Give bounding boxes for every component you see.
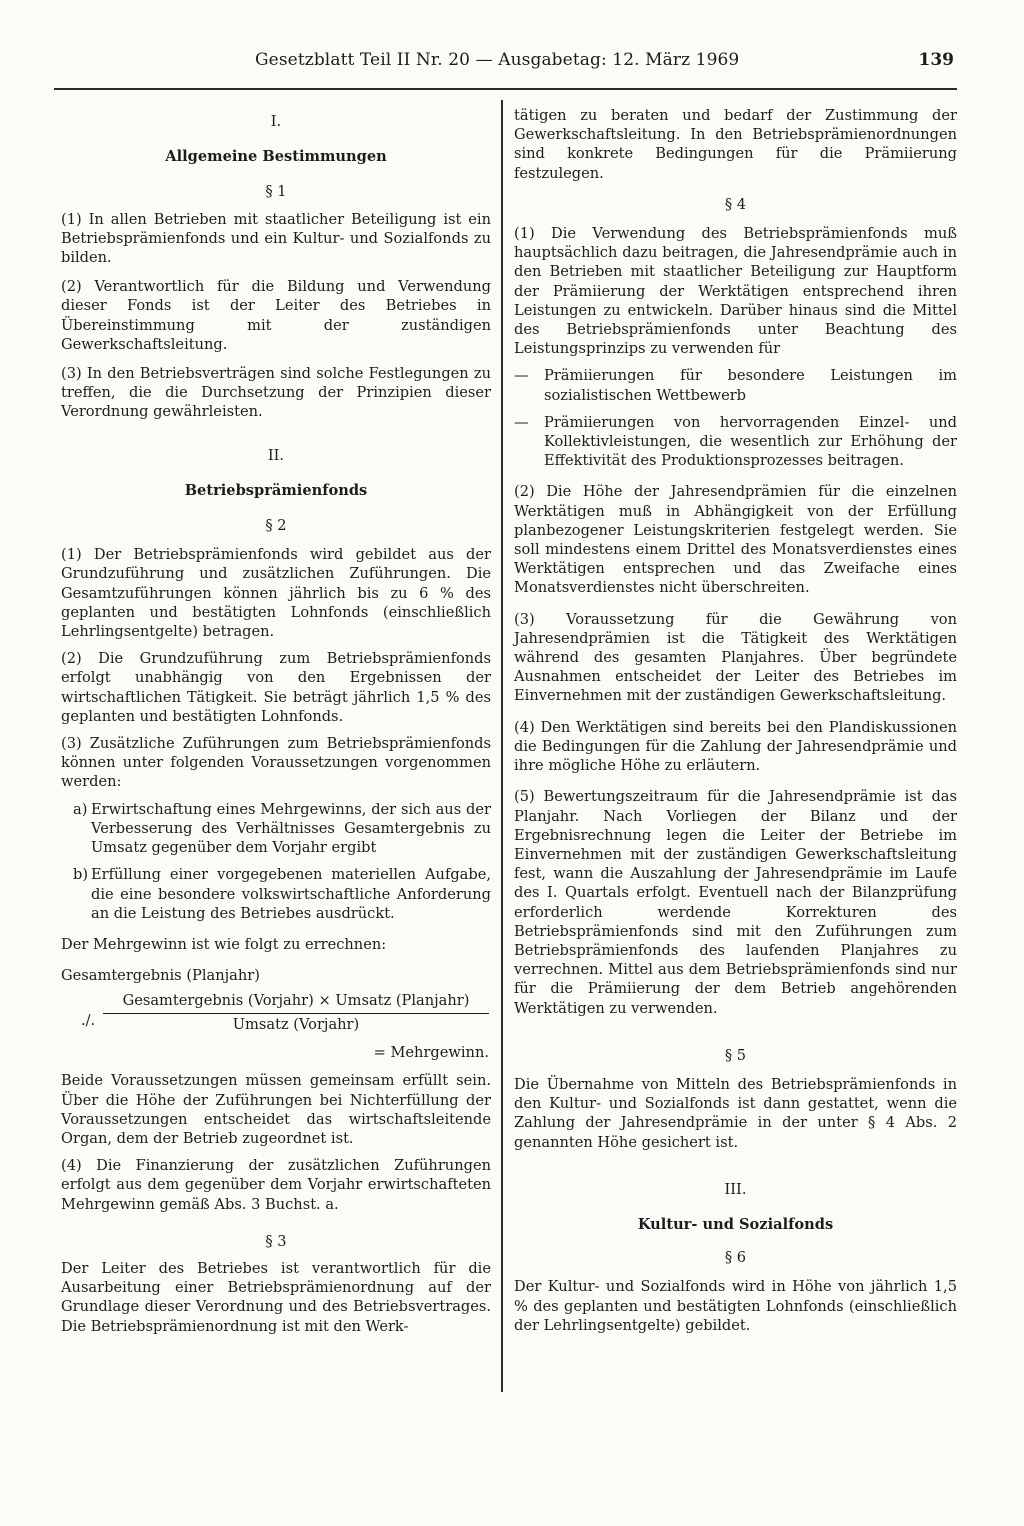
paragraph-5-text: Die Übernahme von Mitteln des Betriebsprämienfonds in den Kultur- und Sozialfonds ist dann gestattet, wenn die Zahlung der Jahresendprämie in der unter § 4 Abs. 2 genannten Höhe gesichert ist. (514, 1075, 957, 1151)
paragraph-1-3: (3) In den Betriebsverträgen sind solche Festlegungen zu treffen, die die Durchsetzung der Prinzipien dieser Verordnung gewährleisten. (61, 365, 491, 421)
list-marker-a: a) (73, 800, 88, 818)
paragraph-heading-4: § 4 (724, 195, 747, 213)
paragraph-heading-6: § 6 (724, 1249, 747, 1267)
formula-first-line: Gesamtergebnis (Planjahr) (61, 967, 260, 985)
dash-item-2 (514, 413, 957, 471)
paragraph-4-2: (2) Die Höhe der Jahresendprämien für die einzelnen Werktätigen muß in Abhängigkeit von der Erfüllung planbezogener Leistungskriterien festgelegt werden. Sie soll mindestens einem Drittel des Monatsverdienstes eines Werktätigen entsprechen und das Zweifache eines Monatsverdienstes nicht überschreiten. (514, 483, 957, 597)
list-text-a: Erwirtschaftung eines Mehrgewinns, der sich aus der Verbesserung des Verhältnisses Gesamtergebnis zu Umsatz gegenüber dem Vorjahr ergibt (91, 800, 491, 857)
paragraph-4-1: (1) Die Verwendung des Betriebsprämienfonds muß hauptsächlich dazu beitragen, die Jahresendprämie auch in den Betrieben mit staatlicher Beteiligung zur Hauptform der Prämiierung der Werktätigen entsprechend ihren Leistungen zu entwickeln. Darüber hinaus sind die Mittel des Betriebsprämienfonds unter Beachtung des Leistungsprinzips zu verwenden für (514, 225, 957, 358)
dash-text-1: Prämiierungen für besondere Leistungen im sozialistischen Wettbewerb (544, 367, 957, 404)
column-divider (501, 100, 503, 1392)
list-item-a (61, 800, 491, 858)
page-number: 139 (918, 50, 954, 70)
paragraph-4-5: (5) Bewertungszeitraum für die Jahresendprämie ist das Planjahr. Nach Vorliegen der Bilanz und der Ergebnisrechnung legen die Leiter der Betriebe im Einvernehmen mit der zuständigen Gewerkschaftsleitung fest, wann die Auszahlung der Jahresendprämie im Laufe des I. Quartals erfolgt. Eventuell nach der Bilanzprüfung erforderlich werdende Korrekturen des Betriebsprämienfonds sind mit den Zuführungen zum Betriebsprämienfonds des laufenden Planjahres zu verrechnen. Mittel aus dem Betriebsprämienfonds sind nur für die Prämiierung der dem Betrieb angehörenden Werktätigen zu verwenden. (514, 788, 957, 1017)
dash-marker-2: — (514, 413, 529, 431)
paragraph-heading-2: § 2 (265, 517, 287, 535)
formula-fraction-bar (103, 1013, 489, 1014)
list-item-b (61, 865, 491, 923)
right-column (514, 106, 957, 1335)
left-column (61, 112, 491, 1336)
formula-numerator: Gesamtergebnis (Vorjahr) × Umsatz (Planjahr) (122, 992, 470, 1010)
formula-minus-sign: ./. (81, 1012, 96, 1030)
header-rule (54, 88, 957, 90)
paragraph-1-1: (1) In allen Betrieben mit staatlicher Beteiligung ist ein Betriebsprämienfonds und ein Kultur- und Sozialfonds zu bilden. (61, 210, 491, 267)
paragraph-2-conditions: Beide Voraussetzungen müssen gemeinsam erfüllt sein. Über die Höhe der Zuführungen bei Nichterfüllung der Voraussetzungen entscheidet das wirtschaftsleitende Organ, dem der Betrieb zugeordnet ist. (61, 1072, 491, 1147)
paragraph-2-2: (2) Die Grundzuführung zum Betriebsprämienfonds erfolgt unabhängig von den Ergebnissen der wirtschaftlichen Tätigkeit. Sie beträgt jährlich 1,5 % des geplanten und bestätigten Lohnfonds. (61, 650, 491, 725)
list-text-b: Erfüllung einer vorgegebenen materiellen Aufgabe, die eine besondere volkswirtschaftliche Anforderung an die Leistung des Betriebes ausdrückt. (91, 866, 491, 922)
section-number-1: I. (270, 113, 282, 130)
section-title-kultur: Kultur- und Sozialfonds (637, 1215, 834, 1233)
section-title-betriebspraemienfonds: Betriebsprämienfonds (184, 481, 368, 499)
list-marker-b: b) (73, 866, 89, 884)
dash-marker-1: — (514, 367, 529, 385)
section-number-3: III. (724, 1180, 747, 1198)
paragraph-heading-5: § 5 (724, 1046, 747, 1064)
paragraph-4-4: (4) Den Werktätigen sind bereits bei den Plandiskussionen die Bedingungen für die Zahlung der Jahresendprämie und ihre mögliche Höhe zu erläutern. (514, 718, 957, 775)
paragraph-2-3: (3) Zusätzliche Zuführungen zum Betriebsprämienfonds können unter folgenden Voraussetzungen vorgenommen werden: (61, 735, 491, 791)
paragraph-heading-1: § 1 (265, 183, 287, 201)
section-title-allgemeine: Allgemeine Bestimmungen (165, 148, 387, 166)
paragraph-3-text: Der Leiter des Betriebes ist verantwortlich für die Ausarbeitung einer Betriebsprämienordnung auf der Grundlage dieser Verordnung und des Betriebsvertrages. Die Betriebsprämienordnung ist mit den Werk- (61, 1259, 491, 1335)
dash-item-1 (514, 366, 957, 404)
paragraph-1-2: (2) Verantwortlich für die Bildung und Verwendung dieser Fonds ist der Leiter des Betriebes in Übereinstimmung mit der zuständigen Gewerkschaftsleitung. (61, 278, 491, 353)
paragraph-2-4: (4) Die Finanzierung der zusätzlichen Zuführungen erfolgt aus dem gegenüber dem Vorjahr erwirtschafteten Mehrgewinn gemäß Abs. 3 Buchst. a. (61, 1157, 491, 1213)
paragraph-heading-3: § 3 (265, 1232, 287, 1250)
formula-denominator: Umsatz (Vorjahr) (232, 1016, 360, 1034)
paragraph-4-3: (3) Voraussetzung für die Gewährung von Jahresendprämien ist die Tätigkeit des Werktätigen während des gesamten Planjahres. Über begründete Ausnahmen entscheidet der Leiter des Betriebes im Einvernehmen mit der zuständigen Gewerkschaftsleitung. (514, 610, 957, 705)
page-header (54, 50, 954, 84)
header-title: Gesetzblatt Teil II Nr. 20 — Ausgabetag: 12. März 1969 (255, 50, 740, 70)
section-number-2: II. (267, 446, 285, 464)
formula (61, 991, 491, 1067)
paragraph-2-1: (1) Der Betriebsprämienfonds wird gebildet aus der Grundzuführung und zusätzlichen Zuführungen. Die Gesamtzuführungen können jährlich bis zu 6 % des geplanten und bestätigten Lohnfonds (einschließlich Lehrlingsentgelte) betragen. (61, 546, 491, 641)
formula-result: = Mehrgewinn. (373, 1044, 489, 1062)
paragraph-6-text: Der Kultur- und Sozialfonds wird in Höhe von jährlich 1,5 % des geplanten und bestätigten Lohnfonds (einschließlich der Lehrlingsentgelte) gebildet. (514, 1278, 957, 1334)
dash-text-2: Prämiierungen von hervorragenden Einzel- und Kollektivleistungen, die wesentlich zur Erhöhung der Effektivität des Produktionsprozesses beitragen. (544, 413, 957, 470)
paragraph-3-continuation: tätigen zu beraten und bedarf der Zustimmung der Gewerkschaftsleitung. In den Betriebsprämienordnungen sind konkrete Bedingungen für die Prämiierung festzulegen. (514, 107, 957, 182)
formula-intro: Der Mehrgewinn ist wie folgt zu errechnen: (61, 935, 387, 953)
